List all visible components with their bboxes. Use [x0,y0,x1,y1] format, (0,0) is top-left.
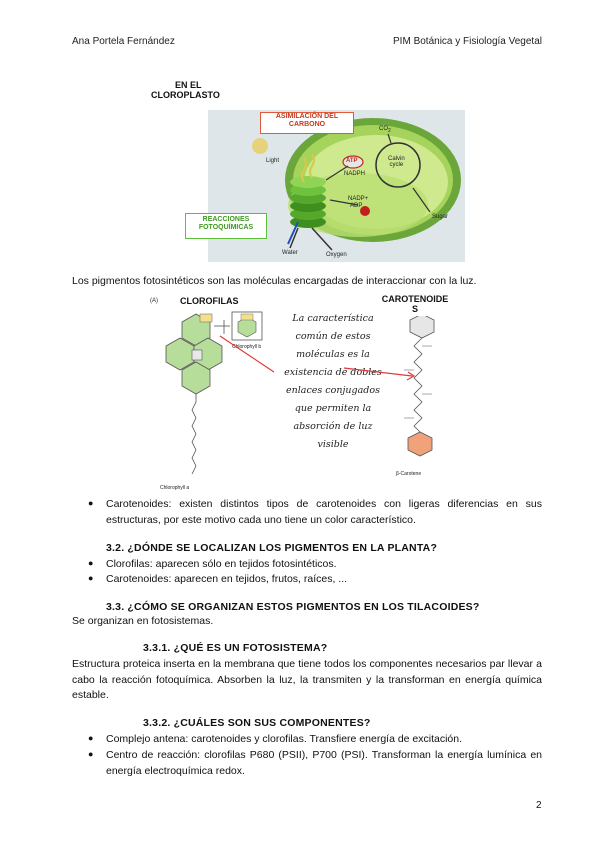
section-3-3-2-item: Centro de reacción: clorofilas P680 (PSII), P700 (PSI). Transforman la energía lumínica en energía electroquímica redox. [106,749,542,777]
chlorophyll-b-label: Chlorophyll b [232,344,262,350]
section-3-3-1-text: Estructura proteica inserta en la membrana que tiene todos los componentes necesarios par llevar a cabo la reacción fotoquímica. Absorben la luz, la transmiten y la transforman en energía química estable. [72,658,542,701]
page-number: 2 [536,800,542,811]
nadph-label: NADPH [344,171,366,177]
section-3-3-1-title: 3.3.1. ¿QUÉ ES UN FOTOSISTEMA? [143,642,328,654]
header-author: Ana Portela Fernández [72,36,175,47]
carotenoids-bullet-text: Carotenoides: existen distintos tipos de carotenoides con ligeras diferencias en sus estructuras, por este motivo cada uno tiene un color característico. [106,498,542,526]
atp-label: ATP [346,158,358,164]
carbon-assimilation-box: ASIMILACIÓN DEL CARBONO [260,112,354,134]
bullet-icon: ● [88,498,94,508]
sugar-label: Sugar [432,214,449,220]
panel-tag: (A) [150,298,158,304]
bullet-icon: ● [88,749,94,759]
section-3-2-item: Carotenoides: aparecen en tejidos, frutos, raíces, ... [106,573,348,585]
pigments-figure [150,292,460,492]
section-3-3-title: 3.3. ¿CÓMO SE ORGANIZAN ESTOS PIGMENTOS EN LOS TILACOIDES? [106,601,480,613]
figure1-caption: EN EL CLOROPLASTO [151,80,220,100]
section-3-2-item: Clorofilas: aparecen sólo en tejidos fotosintéticos. [106,558,337,570]
beta-carotene-label: β-Carotene [396,471,422,477]
chloroplast-figure [208,110,465,262]
calvin-cycle-label: Calvin cycle [388,156,405,168]
photochemical-reactions-box: REACCIONES FOTOQUÍMICAS [185,213,267,239]
intro-text: Los pigmentos fotosintéticos son las moléculas encargadas de interaccionar con la luz. [72,275,477,287]
section-3-3-2-item: Complejo antena: carotenoides y clorofilas. Transfiere energía de excitación. [106,733,463,745]
section-3-3-text: Se organizan en fotosistemas. [72,615,214,627]
bullet-icon: ● [88,558,94,568]
bullet-icon: ● [88,573,94,583]
nadp-label: NADP+ [348,196,369,202]
adp-label: ADP [350,203,363,209]
carotenoides-title: CAROTENOIDE S [381,294,449,314]
co2-label: $CO_2$ [379,126,391,135]
water-label: Water [282,250,298,256]
section-3-2-title: 3.2. ¿DÓNDE SE LOCALIZAN LOS PIGMENTOS EN LA PLANTA? [106,542,438,554]
oxygen-label: Oxygen [326,252,347,258]
section-3-3-2-title: 3.3.2. ¿CUÁLES SON SUS COMPONENTES? [143,717,371,729]
carotene-structure [384,316,456,466]
light-label: Light [266,158,280,164]
header-course: PIM Botánica y Fisiología Vegetal [393,36,542,47]
clorofilas-title: CLOROFILAS [180,296,239,306]
chlorophyll-a-label: Chlorophyll a [160,485,190,491]
bullet-icon: ● [88,733,94,743]
conjugated-bonds-note: La característica común de estos moléculas es la existencia de dobles enlaces conjugados que permiten la absorción de luz visible [284,313,382,450]
